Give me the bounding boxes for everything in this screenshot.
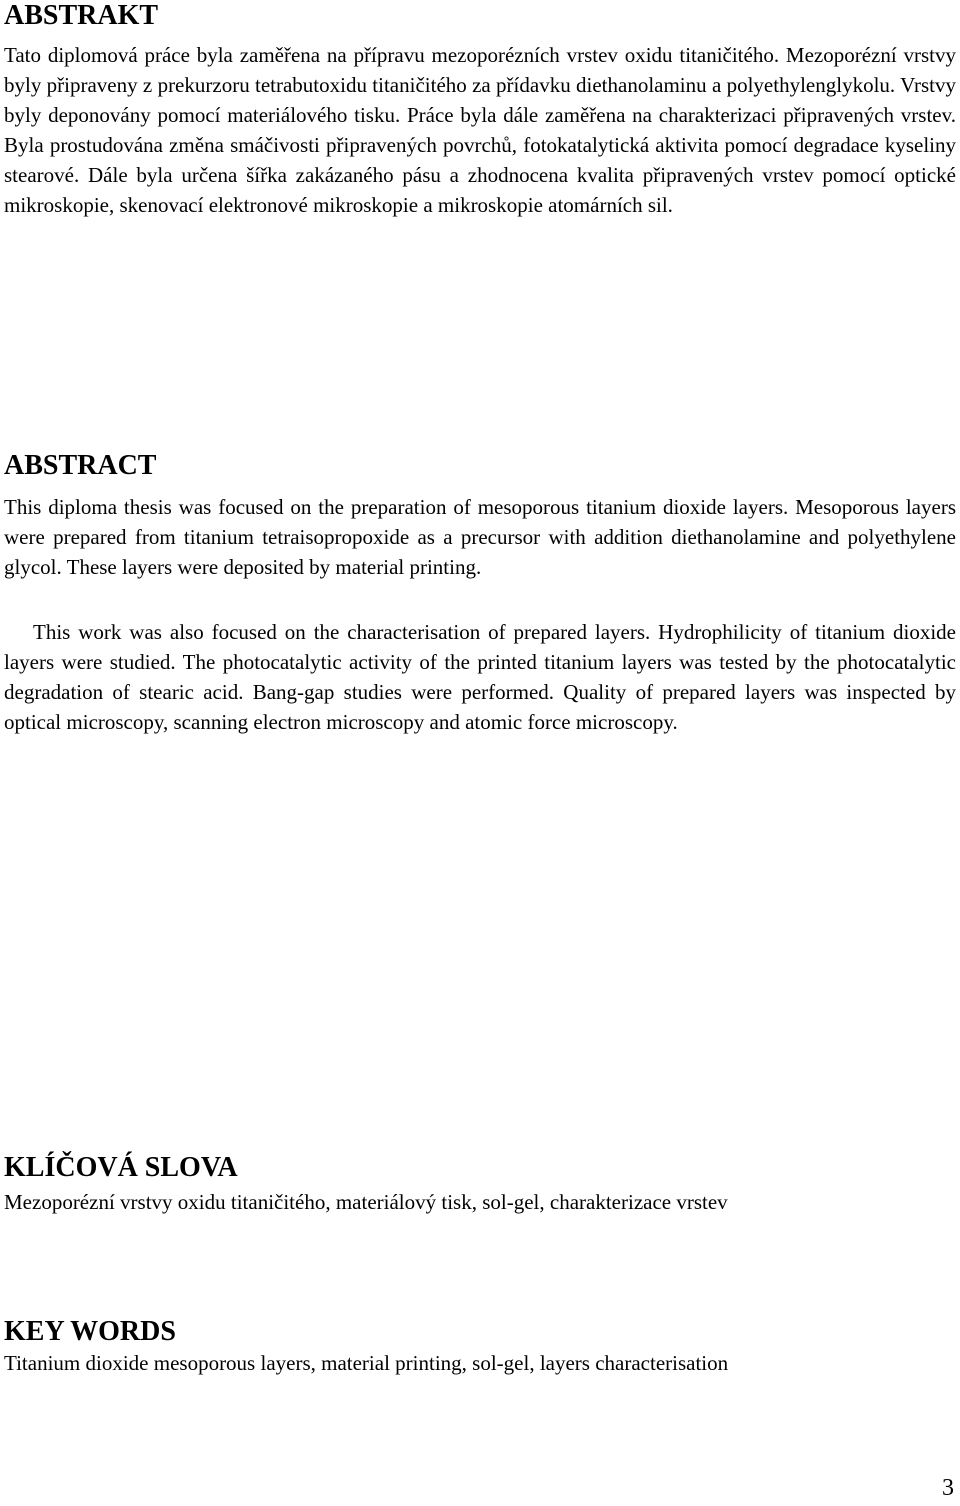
key-words-heading: KEY WORDS (4, 1316, 176, 1347)
abstract-paragraph-1: This diploma thesis was focused on the preparation of mesoporous titanium dioxide layers. Mesoporous layers were prepared from titanium tetraisopropoxide as a precursor with addition diethanolamine and polyethylene glycol. These layers were deposited by material printing. (4, 495, 956, 579)
key-words-text: Titanium dioxide mesoporous layers, material printing, sol-gel, layers characterisation (4, 1351, 729, 1375)
abstract-heading: ABSTRACT (4, 450, 157, 481)
abstract-paragraph-2: This work was also focused on the characterisation of prepared layers. Hydrophilicity of titanium dioxide layers were studied. The photocatalytic activity of the printed titanium layers was tested by the photocatalytic degradation of stearic acid. Bang-gap studies were performed. Quality of prepared layers was inspected by optical microscopy, scanning electron microscopy and atomic force microscopy. (4, 620, 956, 734)
page-number: 3 (942, 1475, 954, 1501)
abstrakt-heading: ABSTRAKT (4, 0, 159, 31)
klicova-slova-heading: KLÍČOVÁ SLOVA (4, 1152, 238, 1183)
abstrakt-paragraph: Tato diplomová práce byla zaměřena na přípravu mezoporézních vrstev oxidu titaničitého. Mezoporézní vrstvy byly připraveny z prekurzoru tetrabutoxidu titaničitého za přídavku diethanolaminu a polyethylenglykolu. Vrstvy byly deponovány pomocí materiálového tisku. Práce byla dále zaměřena na charakterizaci připravených vrstev. Byla prostudována změna smáčivosti připravených povrchů, fotokatalytická aktivita pomocí degradace kyseliny stearové. Dále byla určena šířka zakázaného pásu a zhodnocena kvalita připravených vrstev pomocí optické mikroskopie, skenovací elektronové mikroskopie a mikroskopie atomárních sil. (4, 43, 956, 217)
klicova-slova-text: Mezoporézní vrstvy oxidu titaničitého, materiálový tisk, sol-gel, charakterizace vrstev (4, 1190, 728, 1214)
